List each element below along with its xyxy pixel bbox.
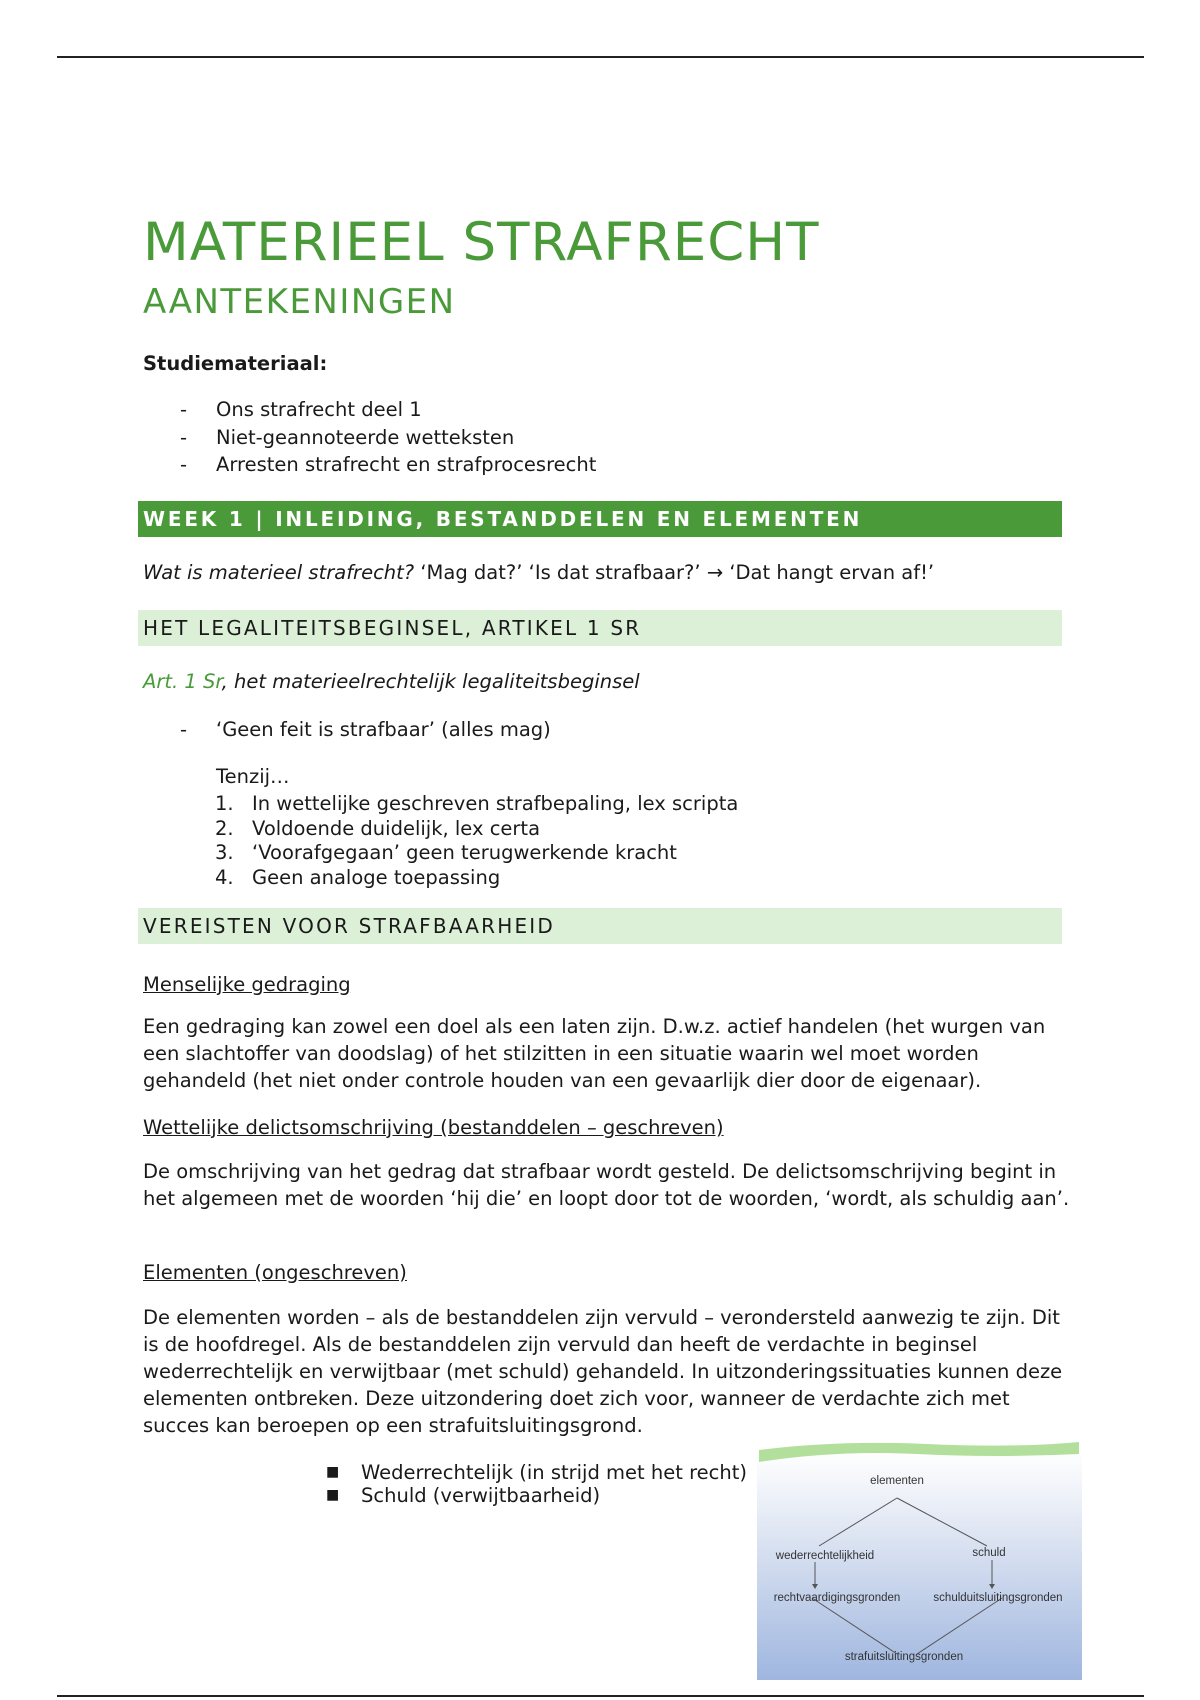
diagram-label-schulduitsluitingsgronden: schulduitsluitingsgronden <box>933 1592 1063 1604</box>
document-subtitle: AANTEKENINGEN <box>143 282 456 322</box>
list-item: - Niet-geannoteerde wetteksten <box>180 425 515 449</box>
list-item: ■ Schuld (verwijtbaarheid) <box>326 1484 601 1507</box>
sub-elementen: Elementen (ongeschreven) <box>143 1261 407 1284</box>
list-item: - ‘Geen feit is strafbaar’ (alles mag) <box>180 718 551 741</box>
list-item: - Arresten strafrecht en strafprocesrecht <box>180 453 597 476</box>
bottom-rule <box>57 1695 1144 1697</box>
paragraph-gedraging: Een gedraging kan zowel een doel als een laten zijn. D.w.z. actief handelen (het wurgen van een slachtoffer van doodslag) of het stilzitten in een situatie waarin wel moet worden gehandeld (het niet onder controle houden van een gevaarlijk dier door de eigenaar). <box>143 1015 1046 1092</box>
art1-line: Art. 1 Sr, het materieelrechtelijk legaliteitsbeginsel <box>143 670 640 693</box>
legaliteit-dash-list <box>180 716 551 744</box>
list-item: - Ons strafrecht deel 1 <box>180 398 422 421</box>
conditions-list <box>215 792 738 890</box>
paragraph-elementen: De elementen worden – als de bestanddelen zijn vervuld – verondersteld aanwezig te zijn. Dit is de hoofdregel. Als de bestanddelen zijn vervuld dan heeft de verdachte in beginsel wederrechtelijk en verwijtbaar (met schuld) gehandeld. In uitzonderingssituaties kunnen deze elementen ontbreken. Deze uitzondering doet zich voor, wanneer de verdachte zich met succes kan beroepen op een strafuitsluitingsgrond. <box>143 1306 1063 1437</box>
diagram-label-strafuitsluitingsgronden: strafuitsluitingsgronden <box>844 1651 964 1663</box>
document-title: MATERIEEL STRAFRECHT <box>143 212 820 273</box>
list-item: 4. Geen analoge toepassing <box>215 865 501 889</box>
week1-heading: WEEK 1 | INLEIDING, BESTANDDELEN EN ELEMENTEN <box>138 501 1062 537</box>
week1-intro: Wat is materieel strafrecht? ‘Mag dat?’ ‘Is dat strafbaar?’ → ‘Dat hangt ervan af!’ <box>143 561 935 584</box>
paragraph-delictsomschrijving: De omschrijving van het gedrag dat strafbaar wordt gesteld. De delictsomschrijving begint in het algemeen met de woorden ‘hij die’ en loopt door tot de woorden, ‘wordt, als schuldig aan’. <box>143 1160 1070 1210</box>
diagram-label-rechtvaardigingsgronden: rechtvaardigingsgronden <box>773 1592 901 1604</box>
article-reference: Art. 1 Sr <box>143 670 222 693</box>
sub-menselijke-gedraging: Menselijke gedraging <box>143 973 351 996</box>
elementen-bullets <box>324 1461 747 1507</box>
diagram-label-wederrechtelijkheid: wederrechtelijkheid <box>775 1550 875 1562</box>
top-rule <box>57 56 1144 58</box>
studiemateriaal-label: Studiemateriaal: <box>143 352 328 375</box>
list-item: ■ Wederrechtelijk (in strijd met het recht) <box>326 1461 748 1484</box>
vereisten-heading: VEREISTEN VOOR STRAFBAARHEID <box>138 908 1062 944</box>
tenzij-label: Tenzij… <box>216 765 290 788</box>
sub-delictsomschrijving: Wettelijke delictsomschrijving (bestanddelen – geschreven) <box>143 1116 724 1139</box>
list-item: 2. Voldoende duidelijk, lex certa <box>215 816 541 840</box>
legaliteit-heading: HET LEGALITEITSBEGINSEL, ARTIKEL 1 SR <box>138 610 1062 646</box>
list-item: 1. In wettelijke geschreven strafbepaling, lex scripta <box>215 792 739 815</box>
elementen-diagram <box>757 1434 1082 1680</box>
diagram-label-elementen: elementen <box>870 1475 924 1487</box>
studiemateriaal-list <box>180 396 596 479</box>
list-item: 3. ‘Voorafgegaan’ geen terugwerkende kracht <box>215 841 677 864</box>
diagram-label-schuld: schuld <box>972 1547 1006 1559</box>
